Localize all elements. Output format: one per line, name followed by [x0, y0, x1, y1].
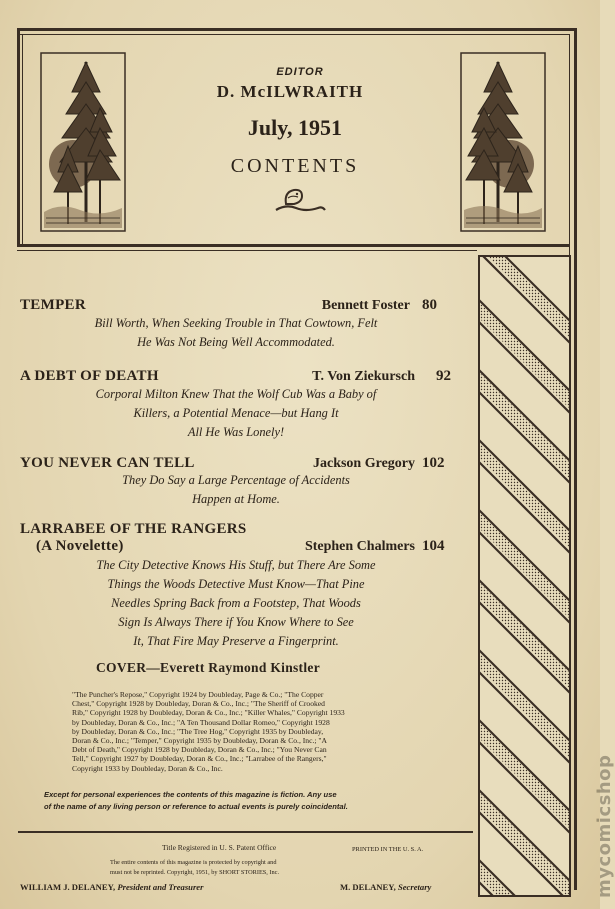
- watermark: mycomicshop: [594, 754, 615, 898]
- story-title-a-debt-of-death[interactable]: A DEBT OF DEATH: [20, 368, 159, 384]
- cover-credit: COVER—Everett Raymond Kinstler: [96, 660, 320, 675]
- patent-registration: Title Registered in U. S. Patent Office: [162, 843, 277, 852]
- story-blurb-you-never-can-tell: They Do Say a Large Percentage of Accidents Happen at Home.: [122, 473, 350, 506]
- frame-top-line: [17, 28, 577, 31]
- frame-top-inner-line: [17, 34, 570, 35]
- story-page-larrabee-of-the-rangers: 104: [422, 538, 445, 554]
- footer-copyright-notice: The entire contents of this magazine is protected by copyright and must not be reprinted. Copyright, 1951, by SHORT STORIES, Inc.: [110, 859, 280, 876]
- story-title-temper[interactable]: TEMPER: [20, 297, 86, 313]
- fish-ornament-icon: [272, 186, 328, 218]
- tree-woodcut-left-icon: [40, 52, 126, 232]
- publisher-secretary: M. DELANEY, Secretary: [340, 882, 432, 892]
- story-subtitle-novelette: (A Novelette): [36, 538, 124, 554]
- story-page-a-debt-of-death: 92: [436, 368, 451, 384]
- diagonal-stripe-column: [477, 256, 572, 896]
- frame-right-inner-line: [569, 34, 570, 256]
- publisher-president: WILLIAM J. DELANEY, President and Treasurer: [20, 882, 204, 892]
- contents-heading: CONTENTS: [230, 155, 360, 177]
- story-title-you-never-can-tell[interactable]: YOU NEVER CAN TELL: [20, 455, 195, 471]
- fiction-disclaimer: Except for personal experiences the contents of this magazine is fiction. Any use of the name of any living person or reference to actual events is purely coincidental.: [44, 790, 348, 811]
- editor-name: D. McILWRAITH: [216, 82, 364, 101]
- story-author-temper: Bennett Foster: [321, 298, 410, 313]
- header-bottom-inner-line: [17, 250, 477, 251]
- tree-woodcut-right-icon: [460, 52, 546, 232]
- frame-left-inner-line: [22, 34, 23, 244]
- frame-right-line: [574, 28, 577, 890]
- story-page-temper: 80: [422, 297, 437, 313]
- editor-label: EDITOR: [276, 66, 324, 78]
- story-title-larrabee-of-the-rangers[interactable]: LARRABEE OF THE RANGERS: [20, 521, 247, 537]
- footer-top-line: [18, 831, 473, 833]
- printed-in-usa: PRINTED IN THE U. S. A.: [352, 846, 424, 853]
- story-author-a-debt-of-death: T. Von Ziekursch: [312, 369, 415, 384]
- story-blurb-larrabee-of-the-rangers: The City Detective Knows His Stuff, but There Are Some Things the Woods Detective Must Know—That Pine Needles Spring Back from a Footstep, That Woods Sign Is Always There if You Know Where to See It, That Fire May Preserve a Fingerprint.: [96, 558, 376, 648]
- story-blurb-temper: Bill Worth, When Seeking Trouble in That Cowtown, Felt He Was Not Being Well Accommodated.: [94, 316, 378, 349]
- issue-date: July, 1951: [247, 115, 343, 140]
- story-author-larrabee-of-the-rangers: Stephen Chalmers: [304, 539, 415, 554]
- story-blurb-a-debt-of-death: Corporal Milton Knew That the Wolf Cub Was a Baby of Killers, a Potential Menace—but Hang It All He Was Lonely!: [95, 387, 377, 439]
- copyright-notice: "The Puncher's Repose," Copyright 1924 by Doubleday, Page & Co.; "The Copper Chest," Copyright 1928 by Doubleday, Doran & Co., Inc.; "The Sheriff of Crooked Rib," Copyright 1928 by Doubleday, Doran & Co., Inc.; "Killer Whales," Copyright 1933 by Doubleday, Doran & Co., Inc.; "A Ten Thousand Dollar Romeo," Copyright 1928 by Doubleday, Doran & Co., Inc.; "The Tree Hog," Copyright 1935 by Doubleday, Doran & Co., Inc.; "Temper," Copyright 1935 by Doubleday, Doran & Co., Inc.; "A Debt of Death," Copyright 1928 by Doubleday, Doran & Co., Inc.; "You Never Can Tell," Copyright 1927 by Doubleday, Doran & Co., Inc.; "Larrabee of the Rangers," Copyright 1933 by Doubleday, Doran & Co., Inc.: [72, 690, 345, 773]
- header-bottom-line: [17, 244, 570, 247]
- story-page-you-never-can-tell: 102: [422, 455, 445, 471]
- story-author-you-never-can-tell: Jackson Gregory: [312, 456, 415, 471]
- frame-left-line: [17, 28, 20, 246]
